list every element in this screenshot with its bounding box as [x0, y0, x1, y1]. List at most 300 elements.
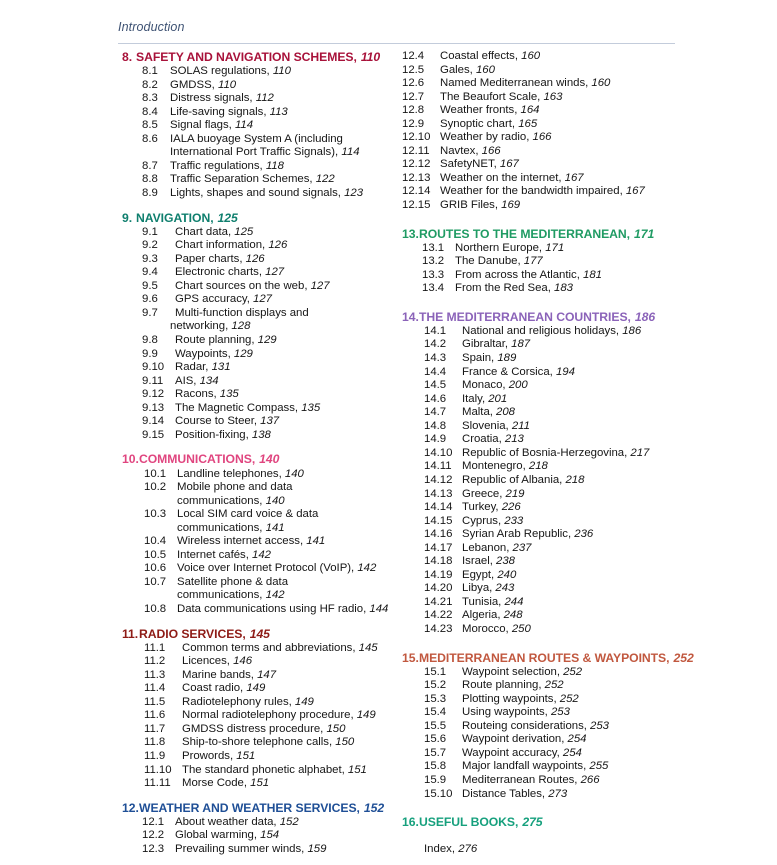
toc-entry[interactable] [122, 696, 402, 710]
toc-entry[interactable] [402, 366, 702, 380]
chapter-number: 15. [402, 650, 419, 665]
chapter-number: 8. [122, 50, 133, 64]
toc-entry-number: 10.1 [144, 467, 167, 480]
toc-entry-page: 236 [574, 528, 594, 541]
toc-entry-page: 218 [528, 460, 548, 473]
toc-entry-page: 147 [257, 668, 277, 681]
toc-entry-number: 12.12 [402, 158, 431, 171]
toc-entry-number: 13.2 [422, 255, 445, 268]
toc-entry[interactable] [122, 576, 402, 590]
toc-entry-number: 14.8 [424, 419, 447, 432]
toc-entry-page: 167 [564, 171, 584, 184]
toc-entry[interactable] [122, 133, 402, 147]
toc-entry[interactable] [122, 415, 402, 429]
toc-entry-page: 126 [245, 252, 265, 265]
toc-entry[interactable] [122, 642, 402, 656]
toc-entry-page: 166 [532, 131, 552, 144]
toc-entry[interactable] [402, 131, 702, 145]
toc-entry-page: 166 [481, 144, 501, 157]
toc-entry[interactable] [122, 239, 402, 253]
toc-entry-continuation: communications, 140 [177, 494, 285, 507]
toc-entry[interactable] [402, 64, 702, 78]
toc-entry[interactable] [122, 508, 402, 522]
toc-entry[interactable] [402, 582, 702, 596]
chapter-heading[interactable] [402, 651, 702, 666]
toc-entry-page: 146 [233, 655, 253, 668]
toc-entry-title: Greece, 219 [462, 487, 525, 500]
toc-entry-number: 9.5 [142, 279, 158, 292]
toc-entry-number: 8.6 [142, 132, 158, 145]
toc-entry-number: 12.1 [142, 815, 165, 828]
toc-entry-page: 237 [512, 541, 532, 554]
toc-entry-number: 9.3 [142, 252, 158, 265]
toc-entry-title: The Beaufort Scale, 163 [440, 90, 563, 103]
toc-entry-page: 253 [550, 706, 570, 719]
toc-entry-number: 14.7 [424, 406, 447, 419]
toc-entry[interactable] [122, 669, 402, 683]
toc-entry[interactable] [402, 555, 702, 569]
toc-entry-number: 12.2 [142, 829, 165, 842]
toc-entry[interactable] [402, 760, 702, 774]
toc-entry[interactable] [122, 307, 402, 321]
toc-entry-number: 14.11 [424, 460, 452, 473]
toc-entry-page: 127 [265, 266, 285, 279]
toc-entry[interactable] [402, 542, 702, 556]
toc-entry[interactable] [122, 187, 402, 201]
toc-entry-title: SafetyNET, 167 [440, 158, 519, 171]
toc-entry[interactable] [402, 460, 702, 474]
toc-entry-title: Lights, shapes and sound signals, 123 [170, 187, 364, 200]
toc-entry-number: 9.4 [142, 266, 158, 279]
toc-entry-number: 12.4 [402, 50, 425, 62]
toc-entry[interactable] [122, 816, 402, 830]
toc-entry[interactable] [402, 269, 702, 283]
chapter-title: SAFETY AND NAVIGATION SCHEMES, [136, 50, 357, 64]
toc-entry-number: 14.15 [424, 514, 453, 527]
toc-entry-number: 10.8 [144, 602, 167, 615]
toc-entry-number: 9.10 [142, 361, 165, 374]
toc-chapter [122, 211, 402, 443]
toc-entry-continuation: communications, 142 [177, 589, 285, 602]
toc-entry-number: 10.7 [144, 575, 167, 588]
toc-entry-title: Gibraltar, 187 [462, 338, 531, 351]
toc-entry[interactable] [402, 282, 702, 296]
toc-entry[interactable] [402, 77, 702, 91]
toc-entry-title: Internet cafés, 142 [177, 548, 271, 561]
toc-entry-title: About weather data, 152 [175, 815, 299, 828]
toc-entry-title: Mediterranean Routes, 266 [462, 773, 600, 786]
chapter-title: WEATHER AND WEATHER SERVICES, [139, 800, 360, 815]
chapter-heading[interactable] [122, 801, 402, 816]
toc-entry[interactable] [122, 173, 402, 187]
toc-entry[interactable] [402, 679, 702, 693]
toc-entry[interactable] [402, 720, 702, 734]
toc-entry-page: 125 [234, 225, 254, 238]
toc-chapter [402, 310, 702, 637]
toc-entry[interactable] [402, 242, 702, 256]
toc-entry[interactable] [122, 334, 402, 348]
chapter-page-number: 275 [522, 815, 543, 830]
chapter-heading[interactable] [122, 50, 402, 65]
toc-entry-title: Routeing considerations, 253 [462, 719, 609, 732]
toc-entry-number: 9.12 [142, 388, 165, 401]
toc-entry[interactable] [122, 655, 402, 669]
toc-entry[interactable] [402, 623, 702, 637]
toc-entry-number: 8.8 [142, 173, 158, 186]
toc-entry-number: 11.6 [144, 709, 166, 722]
toc-entry-title: Republic of Albania, 218 [462, 473, 585, 486]
toc-entry-page: 218 [565, 473, 585, 486]
chapter-title: NAVIGATION, [136, 210, 214, 225]
toc-entry[interactable] [402, 325, 702, 339]
toc-entry-title: Spain, 189 [462, 352, 517, 365]
toc-entry-number: 15.1 [424, 665, 447, 678]
toc-entry-page: 122 [315, 173, 335, 186]
toc-entry-page: 150 [326, 722, 346, 735]
toc-entry-page: 252 [544, 679, 564, 692]
toc-entry-page: 226 [501, 501, 521, 514]
toc-entry-title: National and religious holidays, 186 [462, 324, 642, 337]
toc-entry[interactable] [122, 481, 402, 495]
toc-entry-title: IALA buoyage System A (including [170, 132, 343, 145]
toc-entry-title: GRIB Files, 169 [440, 199, 521, 212]
toc-entry-title: Morse Code, 151 [182, 777, 270, 790]
toc-entry[interactable] [402, 788, 702, 802]
toc-entry[interactable] [402, 596, 702, 610]
toc-entry[interactable] [402, 569, 702, 583]
toc-chapter [122, 627, 402, 791]
toc-entry[interactable] [402, 609, 702, 623]
toc-entry-title: Weather fronts, 164 [440, 104, 540, 117]
toc-entry-number: 9.7 [142, 306, 158, 319]
toc-entry[interactable] [402, 352, 702, 366]
toc-entry[interactable] [122, 160, 402, 174]
toc-entry-title: Radar, 131 [175, 361, 231, 374]
toc-entry-title: Coast radio, 149 [182, 682, 266, 695]
toc-entry[interactable] [122, 736, 402, 750]
toc-entry-number: 14.14 [424, 501, 453, 514]
toc-entry[interactable] [402, 706, 702, 720]
toc-entry-title: France & Corsica, 194 [462, 365, 575, 378]
chapter-page-number: 186 [634, 309, 656, 324]
chapter-number: 12. [122, 800, 139, 815]
toc-entry-number: 14.18 [424, 555, 453, 568]
toc-entry[interactable] [402, 91, 702, 105]
toc-entry-number: 15.7 [424, 746, 447, 759]
toc-entry-page: 110 [217, 78, 237, 91]
toc-entry-title: Chart data, 125 [175, 225, 254, 238]
toc-entry-title: SOLAS regulations, 110 [170, 65, 291, 78]
toc-entry-page: 142 [357, 562, 377, 575]
chapter-heading[interactable] [122, 452, 402, 467]
toc-entry-number: 12.9 [402, 117, 425, 130]
toc-entry-number: 8.9 [142, 187, 158, 200]
chapter-heading[interactable] [402, 310, 702, 325]
toc-entry-page: 150 [335, 736, 355, 749]
toc-entry[interactable] [402, 406, 702, 420]
toc-entry-title: Voice over Internet Protocol (VoIP), 142 [177, 562, 377, 575]
toc-entry[interactable] [402, 379, 702, 393]
toc-entry[interactable] [122, 843, 402, 857]
toc-entry[interactable] [402, 501, 702, 515]
toc-entry-page: 273 [548, 787, 568, 800]
toc-entry-number: 15.6 [424, 733, 447, 746]
toc-entry-title: Major landfall waypoints, 255 [462, 760, 609, 773]
toc-entry[interactable] [402, 172, 702, 186]
toc-entry-title: Multi-function displays and [175, 306, 309, 319]
toc-entry-page: 154 [260, 829, 280, 842]
toc-entry-title: Ship-to-shore telephone calls, 150 [182, 736, 355, 749]
toc-entry[interactable] [402, 118, 702, 132]
toc-entry-number: 11.4 [144, 682, 166, 695]
toc-entry[interactable] [122, 402, 402, 416]
toc-entry-page: 113 [269, 105, 288, 118]
toc-entry-number: 14.13 [424, 487, 453, 500]
toc-entry[interactable] [402, 338, 702, 352]
toc-entry-page: 159 [307, 842, 327, 855]
toc-entry[interactable] [402, 528, 702, 542]
toc-entry[interactable] [122, 777, 402, 791]
toc-entry-page: 217 [630, 446, 650, 459]
toc-entry-number: 9.9 [142, 347, 158, 360]
toc-entry[interactable] [402, 158, 702, 172]
toc-entry[interactable] [402, 185, 702, 199]
toc-entry[interactable] [402, 693, 702, 707]
toc-entry[interactable] [402, 747, 702, 761]
toc-entry-page: 128 [231, 320, 251, 333]
toc-entry-title: The Magnetic Compass, 135 [175, 401, 321, 414]
toc-entry-title: Croatia, 213 [462, 433, 524, 446]
toc-entry[interactable] [122, 361, 402, 375]
toc-entry[interactable] [402, 666, 702, 680]
toc-entry[interactable] [402, 515, 702, 529]
toc-entry-title: Route planning, 129 [175, 334, 277, 347]
toc-entry-page: 151 [347, 763, 367, 776]
toc-entry[interactable] [122, 226, 402, 240]
toc-entry[interactable] [402, 104, 702, 118]
toc-entry-page: 135 [301, 401, 321, 414]
toc-entry-page: 233 [504, 514, 524, 527]
toc-entry[interactable] [122, 468, 402, 482]
toc-entry-number: 14.6 [424, 392, 447, 405]
toc-entry-page: 129 [233, 347, 253, 360]
toc-entry-page: 169 [501, 199, 521, 212]
chapter-page-number: 145 [249, 626, 270, 641]
toc-entry-number: 12.6 [402, 77, 425, 90]
toc-entry[interactable] [122, 549, 402, 563]
toc-entry-title: Italy, 201 [462, 392, 508, 405]
toc-entry-page: 165 [518, 117, 538, 130]
toc-entry[interactable] [122, 682, 402, 696]
toc-entry-continuation: communications, 141 [177, 521, 285, 534]
toc-entry-title: Life-saving signals, 113 [170, 105, 288, 118]
toc-entry-page: 149 [294, 695, 314, 708]
toc-entry-title: Distance Tables, 273 [462, 787, 568, 800]
toc-entry[interactable] [122, 106, 402, 120]
toc-entry-number: 8.4 [142, 105, 158, 118]
toc-entry-title: Prowords, 151 [182, 749, 256, 762]
chapter-page-number: 252 [673, 650, 694, 665]
toc-entry-title: Global warming, 154 [175, 829, 280, 842]
toc-entry-number: 14.4 [424, 365, 447, 378]
toc-entry-number: 14.3 [424, 352, 447, 365]
index-entry[interactable]: Index, 276 [424, 842, 478, 855]
toc-entry-title: Using waypoints, 253 [462, 706, 570, 719]
chapter-title: THE MEDITERRANEAN COUNTRIES, [419, 309, 631, 324]
toc-entry-page: 131 [211, 361, 231, 374]
index-page-number: 276 [458, 842, 478, 855]
toc-entry-number: 15.9 [424, 773, 447, 786]
toc-entry-number: 14.20 [424, 582, 453, 595]
toc-entry-page: 255 [589, 760, 609, 773]
toc-entry[interactable] [402, 474, 702, 488]
toc-entry-number: 9.1 [142, 225, 158, 238]
toc-entry-page: 127 [310, 279, 330, 292]
toc-entry[interactable] [402, 145, 702, 159]
chapter-heading[interactable] [402, 815, 702, 830]
toc-entry-page: 145 [358, 641, 378, 654]
toc-entry[interactable] [122, 65, 402, 79]
chapter-number: 11. [122, 626, 139, 641]
toc-entry-title: Common terms and abbreviations, 145 [182, 641, 378, 654]
toc-entry-title: Navtex, 166 [440, 144, 501, 157]
toc-entry[interactable] [122, 253, 402, 267]
toc-entry[interactable] [402, 199, 702, 213]
toc-entry-number: 10.2 [144, 481, 167, 494]
toc-entry[interactable] [122, 429, 402, 443]
toc-entry[interactable] [402, 447, 702, 461]
toc-entry-page: 167 [625, 185, 645, 198]
toc-entry[interactable] [122, 119, 402, 133]
toc-entry-page: 219 [505, 487, 525, 500]
toc-entry-number: 11.1 [144, 641, 166, 654]
toc-entry-page: 149 [246, 682, 266, 695]
toc-entry-title: Radiotelephony rules, 149 [182, 695, 314, 708]
toc-entry-title: Landline telephones, 140 [177, 467, 304, 480]
toc-entry-page: 254 [562, 746, 582, 759]
toc-entry[interactable] [402, 733, 702, 747]
toc-entry[interactable] [122, 388, 402, 402]
toc-entry-title: Monaco, 200 [462, 379, 528, 392]
toc-entry-title: Weather by radio, 166 [440, 131, 552, 144]
toc-entry[interactable] [122, 348, 402, 362]
toc-entry-page: 244 [504, 595, 524, 608]
toc-entry-title: Course to Steer, 137 [175, 415, 280, 428]
toc-entry-continuation: International Port Traffic Signals), 114 [170, 146, 360, 159]
toc-entry-page: 160 [521, 50, 541, 62]
toc-entry[interactable] [122, 562, 402, 576]
chapter-number: 10. [122, 452, 139, 467]
toc-entry-title: GMDSS, 110 [170, 78, 237, 91]
toc-entry-continuation: networking, 128 [170, 320, 251, 333]
toc-entry-number: 9.6 [142, 293, 158, 306]
toc-entry[interactable] [402, 433, 702, 447]
toc-entry-page: 114 [341, 146, 360, 159]
toc-entry-number: 11.10 [144, 763, 172, 776]
toc-entry-title: Paper charts, 126 [175, 252, 265, 265]
toc-entry[interactable] [402, 488, 702, 502]
toc-entry-number: 11.2 [144, 655, 166, 668]
toc-entry-number: 10.5 [144, 548, 167, 561]
toc-entry[interactable] [122, 723, 402, 737]
chapter-title: COMMUNICATIONS, [139, 452, 256, 467]
toc-chapter [402, 651, 702, 802]
toc-entry-title: Republic of Bosnia-Herzegovina, 217 [462, 446, 650, 459]
toc-entry-number: 15.3 [424, 692, 447, 705]
toc-entry[interactable] [122, 764, 402, 778]
toc-entry-number: 9.11 [142, 374, 164, 387]
toc-entry-title: Waypoint accuracy, 254 [462, 746, 582, 759]
toc-entry[interactable] [122, 92, 402, 106]
toc-entry[interactable] [402, 255, 702, 269]
toc-entry-page: 213 [504, 433, 524, 446]
toc-entry-title: From across the Atlantic, 181 [455, 268, 602, 281]
toc-entry-page: 110 [272, 65, 291, 78]
toc-entry[interactable] [122, 79, 402, 93]
toc-entry-page: 140 [284, 467, 304, 480]
toc-entry-page: 142 [252, 548, 271, 561]
toc-entry-title: Cyprus, 233 [462, 514, 524, 527]
toc-entry[interactable] [122, 535, 402, 549]
toc-entry-number: 12.15 [402, 199, 431, 212]
toc-left-column [122, 50, 402, 865]
toc-entry-title: Malta, 208 [462, 406, 515, 419]
chapter-number: 9. [122, 210, 133, 225]
chapter-heading[interactable] [122, 211, 402, 226]
toc-entry-title: Waypoints, 129 [175, 347, 253, 360]
chapter-heading[interactable] [122, 627, 402, 642]
toc-entry[interactable] [122, 266, 402, 280]
toc-entry-title: Position-fixing, 138 [175, 428, 271, 441]
toc-entry-title: Libya, 243 [462, 582, 515, 595]
toc-entry-title: Slovenia, 211 [462, 419, 530, 432]
toc-entry-page: 266 [580, 773, 600, 786]
toc-entry-title: Lebanon, 237 [462, 541, 532, 554]
toc-entry[interactable] [122, 293, 402, 307]
toc-entry[interactable] [402, 774, 702, 788]
toc-entry[interactable] [122, 375, 402, 389]
toc-chapter [402, 50, 702, 213]
toc-entry[interactable] [122, 750, 402, 764]
toc-entry-number: 12.13 [402, 171, 431, 184]
toc-entry-page: 167 [499, 158, 519, 171]
toc-entry-title: Normal radiotelephony procedure, 149 [182, 709, 376, 722]
toc-entry[interactable] [402, 393, 702, 407]
chapter-heading[interactable] [402, 227, 702, 242]
toc-entry-title: Satellite phone & data [177, 575, 289, 588]
toc-entry-title: Wireless internet access, 141 [177, 535, 326, 548]
toc-entry-title: From the Red Sea, 183 [455, 282, 573, 295]
toc-entry-page: 160 [591, 77, 611, 90]
toc-entry[interactable] [402, 420, 702, 434]
toc-entry-title: Data communications using HF radio, 144 [177, 602, 389, 615]
toc-entry-number: 11.5 [144, 695, 166, 708]
toc-entry-page: 240 [497, 568, 517, 581]
toc-entry[interactable] [122, 280, 402, 294]
toc-entry-number: 13.1 [422, 241, 445, 254]
toc-entry-number: 8.2 [142, 78, 158, 91]
toc-entry-page: 252 [559, 692, 579, 705]
chapter-number: 16. [402, 815, 419, 830]
toc-entry-page: 254 [567, 733, 587, 746]
toc-entry-number: 11.9 [144, 749, 166, 762]
toc-entry[interactable] [122, 829, 402, 843]
toc-entry-page: 189 [497, 352, 517, 365]
toc-entry[interactable] [402, 50, 702, 64]
toc-entry[interactable] [122, 709, 402, 723]
toc-entry-number: 8.1 [142, 65, 158, 78]
toc-entry[interactable] [122, 603, 402, 617]
